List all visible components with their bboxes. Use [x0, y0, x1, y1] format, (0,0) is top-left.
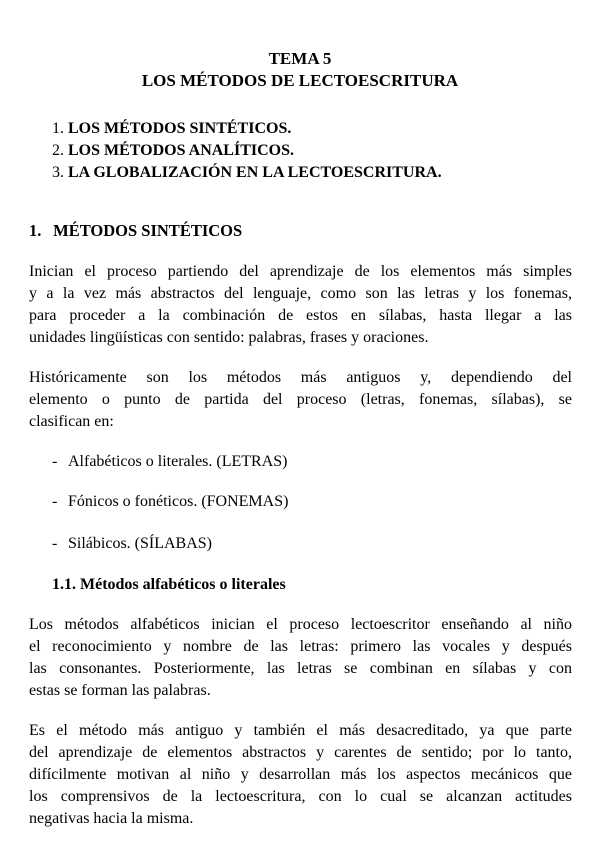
- list-item: [52, 533, 212, 555]
- section-number: 1.: [29, 221, 42, 240]
- paragraph-line: difícilmente motivan al niño y desarrollan más los aspectos mecánicos que: [29, 766, 572, 783]
- subsection-heading: 1.1. Métodos alfabéticos o literales: [52, 576, 286, 593]
- title-line-2: LOS MÉTODOS DE LECTOESCRITURA: [141, 71, 459, 90]
- list-item-text: Fónicos o fonéticos. (FONEMAS): [68, 493, 289, 510]
- list-item: [52, 491, 288, 513]
- paragraph: [29, 367, 572, 433]
- toc-item-number: 3.: [52, 164, 64, 181]
- paragraph-line: Históricamente son los métodos más antiguos y, dependiendo del: [29, 369, 572, 386]
- list-item-text: Alfabéticos o literales. (LETRAS): [68, 453, 288, 470]
- section-heading: [29, 220, 242, 242]
- paragraph-line: del aprendizaje de elementos abstractos y carentes de sentido; por lo tanto,: [29, 744, 572, 761]
- list-dash: -: [52, 493, 58, 510]
- paragraph-line: los comprensivos de la lectoescritura, con lo cual se alcanzan actitudes: [29, 788, 572, 805]
- section-title: MÉTODOS SINTÉTICOS: [53, 221, 243, 240]
- paragraph-line: unidades lingüísticas con sentido: palabras, frases y oraciones.: [29, 329, 429, 346]
- list-dash: -: [52, 453, 58, 470]
- toc-item-label: LOS MÉTODOS ANALÍTICOS.: [68, 142, 294, 159]
- list-item-text: Silábicos. (SÍLABAS): [68, 535, 212, 552]
- paragraph-line: el reconocimiento y nombre de las letras: primero las vocales y después: [29, 638, 572, 655]
- toc-item-number: 1.: [52, 120, 64, 137]
- paragraph-line: Es el método más antiguo y también el más desacreditado, ya que parte: [29, 722, 572, 739]
- paragraph-line: para proceder a la combinación de estos en sílabas, hasta llegar a las: [29, 307, 572, 324]
- toc-item-label: LOS MÉTODOS SINTÉTICOS.: [68, 120, 292, 137]
- paragraph-line: y a la vez más abstractos del lenguaje, como son las letras y los fonemas,: [29, 285, 572, 302]
- title-line-1: TEMA 5: [268, 49, 332, 68]
- paragraph-line: elemento o punto de partida del proceso (letras, fonemas, sílabas), se: [29, 391, 572, 408]
- paragraph-line: Inician el proceso partiendo del aprendizaje de los elementos más simples: [29, 263, 572, 280]
- toc-item: [52, 118, 572, 140]
- paragraph: [29, 614, 572, 702]
- toc-item: [52, 140, 572, 162]
- toc-item-label: LA GLOBALIZACIÓN EN LA LECTOESCRITURA.: [68, 164, 442, 181]
- paragraph-line: clasifican en:: [29, 413, 114, 430]
- paragraph-line: las consonantes. Posteriormente, las letras se combinan en sílabas y con: [29, 660, 572, 677]
- toc-item-number: 2.: [52, 142, 64, 159]
- paragraph-line: negativas hacia la misma.: [29, 810, 194, 827]
- list-dash: -: [52, 535, 58, 552]
- paragraph: [29, 261, 572, 349]
- table-of-contents: [52, 118, 572, 184]
- paragraph-line: estas se forman las palabras.: [29, 682, 211, 699]
- paragraph: [29, 720, 572, 830]
- toc-item: [52, 162, 572, 184]
- paragraph-line: Los métodos alfabéticos inician el proceso lectoescritor enseñando al niño: [29, 616, 572, 633]
- list-item: [52, 451, 288, 473]
